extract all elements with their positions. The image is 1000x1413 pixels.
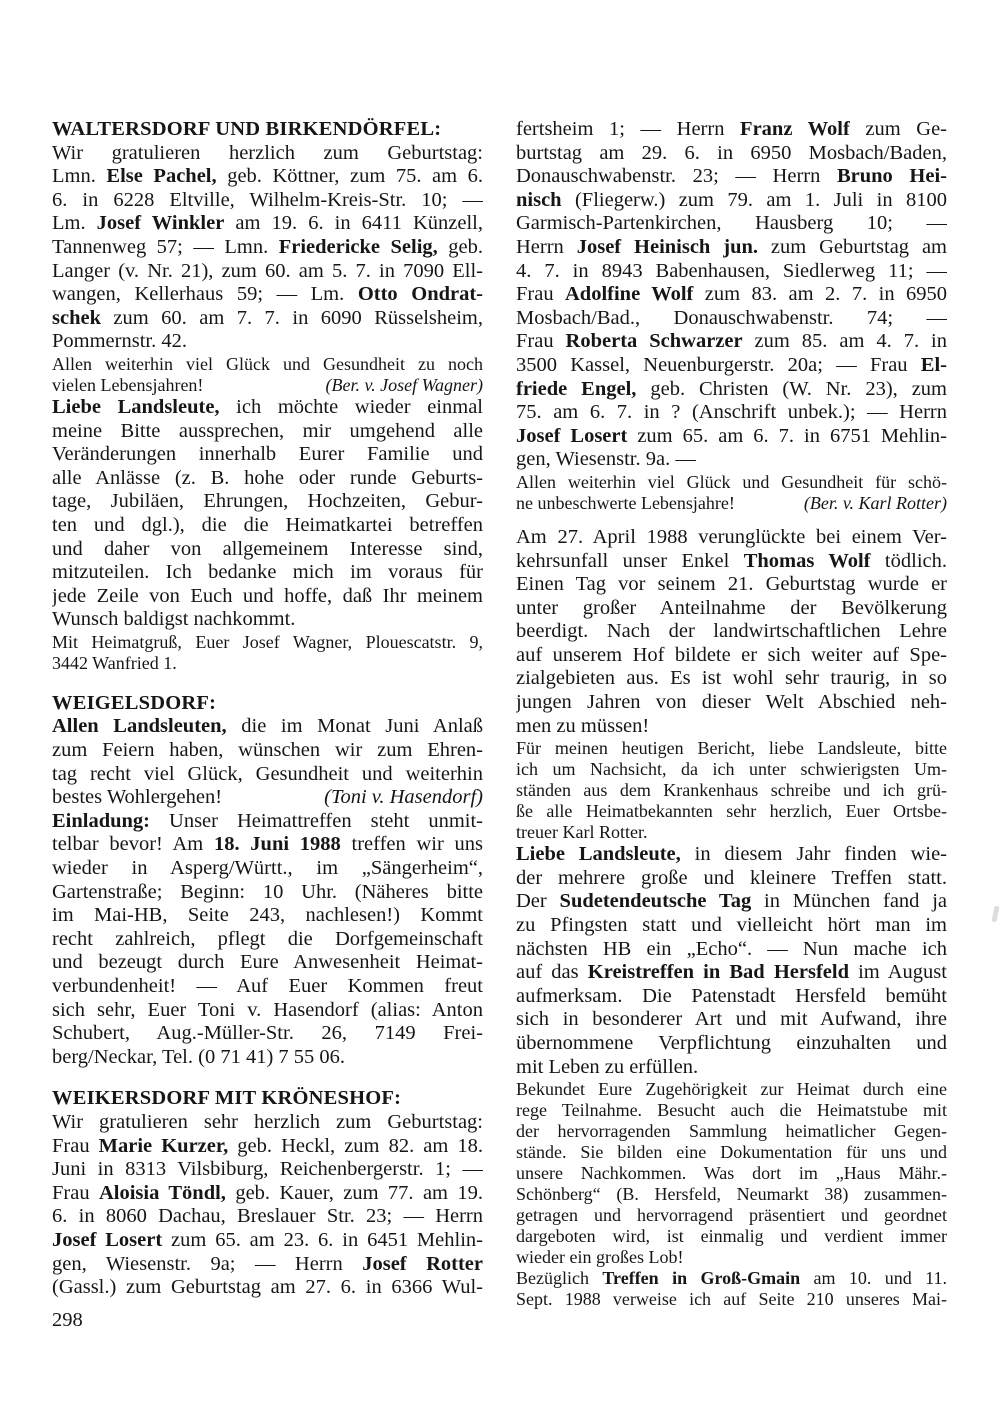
text-run: Wir gratulieren herzlich zum Geburtstag: xyxy=(52,141,483,164)
text-line xyxy=(52,585,483,609)
bold-text: Thomas Wolf xyxy=(743,549,871,572)
note-paragraph xyxy=(52,632,483,674)
paragraph xyxy=(52,715,483,809)
text-run: am 10. und 11. xyxy=(800,1268,947,1289)
text-run: mit Leben zu erfüllen. xyxy=(516,1055,699,1078)
section-heading xyxy=(52,118,483,142)
paragraph xyxy=(516,843,947,1079)
italic-text: (Ber. v. Josef Wagner) xyxy=(325,374,483,395)
page-number: 298 xyxy=(52,1309,83,1331)
text-line xyxy=(52,1158,483,1182)
text-line xyxy=(52,1182,483,1206)
italic-text: (Toni v. Hasendorf) xyxy=(324,786,483,809)
text-run: Für meinen heutigen Bericht, liebe Landsleute, bitte xyxy=(516,738,947,759)
text-line xyxy=(516,801,947,822)
text-line xyxy=(516,236,947,260)
bold-text: Adolfine Wolf xyxy=(565,283,694,306)
text-run: Allen weiterhin viel Glück und Gesundheit für schö- xyxy=(516,471,947,492)
text-line xyxy=(52,375,483,396)
text-line xyxy=(52,739,483,763)
text-line xyxy=(52,653,483,674)
text-run: Lm. xyxy=(52,212,97,235)
text-line xyxy=(52,1276,483,1300)
text-run: beerdigt. Nach der landwirtschaftlichen Lehre xyxy=(516,620,947,643)
text-line xyxy=(516,715,947,739)
text-run: und bezeugt durch Eure Anwesenheit Heimat- xyxy=(52,951,483,974)
text-run: zum Ge- xyxy=(849,118,947,140)
text-run: der mehrere große und kleinere Treffen statt. xyxy=(516,866,947,889)
note-paragraph xyxy=(516,1079,947,1268)
text-line xyxy=(52,142,483,166)
text-run: tage, Jubiläen, Ehrungen, Hochzeiten, Gebur- xyxy=(52,490,483,513)
text-run: treffen wir uns xyxy=(340,833,483,856)
text-line xyxy=(516,1184,947,1205)
text-run: tag recht viel Glück, Gesundheit und weiterhin xyxy=(52,762,483,785)
text-run: 6. in 6228 Eltville, Wilhelm-Kreis-Str. 10; — xyxy=(52,188,483,211)
text-line xyxy=(516,597,947,621)
text-run: Gartenstraße; Beginn: 10 Uhr. (Näheres bitte xyxy=(52,880,483,903)
text-run: aufmerksam. Die Patenstadt Hersfeld bemüht xyxy=(516,984,947,1007)
text-run: Bezüglich xyxy=(516,1268,603,1289)
text-run: gen, Wiesenstr. 9a. — xyxy=(516,448,696,471)
italic-text: (Ber. v. Karl Rotter) xyxy=(803,492,947,513)
text-run: Lmn. xyxy=(52,165,107,188)
bold-text: friede Engel, xyxy=(516,377,637,400)
text-run: tödlich. xyxy=(870,549,947,572)
text-line xyxy=(52,467,483,491)
section-heading xyxy=(52,692,483,716)
bold-text: Josef Losert xyxy=(516,424,628,447)
text-run: recht zahlreich, pflegt die Dorfgemeinschaft xyxy=(52,927,483,950)
text-line xyxy=(52,1111,483,1135)
text-run: zum 65. am 23. 6. in 6451 Mehlin- xyxy=(162,1228,483,1251)
text-run: (Fliegerw.) zum 79. am 1. Juli in 8100 xyxy=(561,188,947,211)
text-run: Langer (v. Nr. 21), zum 60. am 5. 7. in 7090 Ell- xyxy=(52,259,483,282)
text-run: Donauschwabenstr. 23; — Herrn xyxy=(516,165,837,188)
text-run: alle Anlässe (z. B. hohe oder runde Geburts- xyxy=(52,466,483,489)
text-run: 75. am 6. 7. in ? (Anschrift unbek.); — Herrn xyxy=(516,401,947,424)
note-paragraph xyxy=(52,354,483,396)
text-run: Allen weiterhin viel Glück und Gesundheit zu noch xyxy=(52,353,483,374)
text-run: Frau xyxy=(52,1181,99,1204)
text-run: Pommernstr. 42. xyxy=(52,330,187,353)
text-line xyxy=(52,692,483,716)
text-line xyxy=(52,1229,483,1253)
text-line xyxy=(516,1289,947,1310)
text-line xyxy=(52,632,483,653)
text-line xyxy=(52,1046,483,1070)
text-run: Mit Heimatgruß, Euer Josef Wagner, Plouescatstr. 9, xyxy=(52,631,483,652)
text-run: bestes Wohlergehen! xyxy=(52,786,223,809)
line-left-part xyxy=(52,375,203,396)
text-run: sich in besonderer Art und mit Aufwand, ihre xyxy=(516,1008,947,1031)
text-line xyxy=(516,822,947,843)
text-run: 3442 Wanfried 1. xyxy=(52,652,177,673)
text-run: ständen aus dem Krankenhaus schreibe und ich grü- xyxy=(516,780,947,801)
text-run: Wir gratulieren sehr herzlich zum Geburtstag: xyxy=(52,1110,483,1133)
text-line xyxy=(516,890,947,914)
text-run: 6. in 8060 Dachau, Breslauer Str. 23; — Herrn xyxy=(52,1205,483,1228)
text-run: und daher von allgemeinem Interesse sind, xyxy=(52,537,483,560)
text-line xyxy=(516,1226,947,1247)
text-line xyxy=(516,493,947,514)
text-run: treuer Karl Rotter. xyxy=(516,822,648,843)
text-columns xyxy=(52,118,947,1310)
text-line xyxy=(52,951,483,975)
text-run: Herrn xyxy=(516,235,577,258)
text-line xyxy=(516,867,947,891)
text-run: ich möchte wieder einmal xyxy=(219,395,483,418)
text-line xyxy=(52,538,483,562)
text-run: Wunsch baldigst nachkommt. xyxy=(52,608,296,631)
note-paragraph xyxy=(516,472,947,514)
text-run: geb. xyxy=(437,235,483,258)
text-line xyxy=(52,443,483,467)
text-line xyxy=(516,142,947,166)
text-run: 4. 7. in 8943 Babenhausen, Siedlerweg 11; — xyxy=(516,259,947,282)
text-run: zum 60. am 7. 7. in 6090 Rüsselsheim, xyxy=(100,306,483,329)
paragraph xyxy=(52,810,483,1070)
paragraph xyxy=(52,142,483,354)
text-line xyxy=(52,975,483,999)
text-run: unsere Nachkommen. Was dort im „Haus Mähr.- xyxy=(516,1163,947,1184)
text-run: ne unbeschwerte Lebensjahre! xyxy=(516,492,735,513)
text-line xyxy=(516,118,947,142)
bold-text: Otto Ondrat- xyxy=(357,283,483,306)
text-line xyxy=(516,212,947,236)
attribution xyxy=(324,786,483,810)
text-line xyxy=(516,759,947,780)
text-line xyxy=(516,189,947,213)
text-run: sich sehr, Euer Toni v. Hasendorf (alias: Anton xyxy=(52,998,483,1021)
line-left-part xyxy=(52,786,222,810)
text-run: Einen Tag vor seinem 21. Geburtstag wurde er xyxy=(516,573,947,596)
text-line xyxy=(52,608,483,632)
text-run: zum 83. am 2. 7. in 6950 xyxy=(693,283,947,306)
text-run: übernommene Verpflichtung einzuhalten und xyxy=(516,1032,947,1054)
bold-text: 18. Juni 1988 xyxy=(213,833,341,856)
text-run: zum Feiern haben, wünschen wir zum Ehren- xyxy=(52,739,483,762)
text-run: Der xyxy=(516,890,560,913)
scan-artifact xyxy=(991,906,999,923)
text-line xyxy=(52,786,483,810)
text-run: getragen und hervorragend präsentiert und geordnet xyxy=(516,1205,947,1226)
section-heading xyxy=(52,1087,483,1111)
text-line xyxy=(52,236,483,260)
text-line xyxy=(516,738,947,759)
text-line xyxy=(516,378,947,402)
text-line xyxy=(516,667,947,691)
text-line xyxy=(516,985,947,1009)
text-line xyxy=(516,283,947,307)
paragraph xyxy=(52,396,483,632)
note-paragraph xyxy=(516,738,947,843)
text-run: wieder ein großes Lob! xyxy=(516,1247,684,1268)
text-line xyxy=(52,881,483,905)
text-run: stände. Sie bilden eine Dokumentation für uns und xyxy=(516,1142,947,1163)
text-line xyxy=(52,1205,483,1229)
text-line xyxy=(52,420,483,444)
text-run: rege Teilnahme. Besucht auch die Heimatstube mit xyxy=(516,1100,947,1121)
bold-text: El- xyxy=(920,353,947,376)
text-run: geb. Kauer, zum 77. am 19. xyxy=(225,1181,483,1204)
bold-text: Josef Heinisch jun. xyxy=(576,235,758,258)
attribution xyxy=(804,493,947,514)
text-line xyxy=(516,1205,947,1226)
text-line xyxy=(516,330,947,354)
text-line xyxy=(52,1253,483,1277)
text-line xyxy=(52,833,483,857)
text-run: dargeboten wird, ist einmalig und verdient immer xyxy=(516,1226,947,1247)
attribution xyxy=(326,375,483,396)
bold-text: WEIKERSDORF MIT KRÖNESHOF: xyxy=(52,1087,402,1110)
text-run: Am 27. April 1988 verunglückte bei einem Ver- xyxy=(516,525,947,548)
text-run: berg/Neckar, Tel. (0 71 41) 7 55 06. xyxy=(52,1045,346,1068)
text-run: Sept. 1988 verweise ich auf Seite 210 unseres Mai- xyxy=(516,1289,947,1310)
text-line xyxy=(516,307,947,331)
bold-text: Marie Kurzer, xyxy=(98,1134,229,1157)
text-line xyxy=(516,780,947,801)
text-run: am 19. 6. in 6411 Künzell, xyxy=(224,212,483,235)
text-line xyxy=(516,914,947,938)
text-run: geb. Köttner, zum 75. am 6. xyxy=(216,165,483,188)
text-line xyxy=(516,550,947,574)
bold-text: Kreistreffen in Bad Hersfeld xyxy=(587,961,849,984)
bold-text: Josef Losert xyxy=(52,1228,163,1251)
bold-text: Bruno Hei- xyxy=(836,165,947,188)
column-left xyxy=(52,118,483,1310)
text-run: Bekundet Eure Zugehörigkeit zur Heimat durch eine xyxy=(516,1079,947,1100)
text-run: ich um Nachsicht, da ich unter schwierigsten Um- xyxy=(516,759,947,780)
text-line xyxy=(52,904,483,928)
bold-text: Roberta Schwarzer xyxy=(565,330,743,353)
text-run: im August xyxy=(848,961,947,984)
bold-text: WALTERSDORF UND BIRKENDÖRFEL: xyxy=(52,118,442,140)
text-line xyxy=(516,620,947,644)
bold-text: Franz Wolf xyxy=(740,118,850,140)
text-run: geb. Heckl, zum 82. am 18. xyxy=(228,1134,483,1157)
text-run: burtstag am 29. 6. in 6950 Mosbach/Baden, xyxy=(516,141,947,164)
text-run: nächsten HB ein „Echo“. — Nun mache ich xyxy=(516,937,947,960)
text-run: die im Monat Juni Anlaß xyxy=(226,715,483,738)
text-line xyxy=(516,260,947,284)
text-run: Tannenweg 57; — Lmn. xyxy=(52,235,279,258)
text-line xyxy=(52,1087,483,1111)
text-run: in diesem Jahr finden wie- xyxy=(680,843,947,866)
text-run: kehrsunfall unser Enkel xyxy=(516,549,744,572)
text-run: zum Geburtstag am xyxy=(758,235,947,258)
paragraph xyxy=(52,1111,483,1300)
text-run: unter großer Anteilnahme der Bevölkerung xyxy=(516,596,947,619)
text-run: jungen Jahren von dieser Welt Abschied neh- xyxy=(516,691,947,714)
text-run: auf das xyxy=(516,961,588,984)
text-line xyxy=(516,1247,947,1268)
text-line xyxy=(516,354,947,378)
text-line xyxy=(52,490,483,514)
text-line xyxy=(516,448,947,472)
text-line xyxy=(52,118,483,142)
text-line xyxy=(52,928,483,952)
text-line xyxy=(52,514,483,538)
bold-text: Allen Landsleuten, xyxy=(52,715,227,738)
text-line xyxy=(516,573,947,597)
bold-text: schek xyxy=(52,306,101,329)
text-line xyxy=(52,1022,483,1046)
text-line xyxy=(52,307,483,331)
text-run: ten und dgl.), die die Heimatkartei betreffen xyxy=(52,513,483,536)
bold-text: Liebe Landsleute, xyxy=(516,843,681,866)
text-line xyxy=(52,189,483,213)
text-run: der hervorragenden Sammlung heimatlicher Gegen- xyxy=(516,1121,947,1142)
text-run: gen, Wiesenstr. 9a; — Herrn xyxy=(52,1252,363,1275)
text-line xyxy=(52,330,483,354)
paragraph xyxy=(516,118,947,472)
text-run: fertsheim 1; — Herrn xyxy=(516,118,741,140)
text-run: Unser Heimattreffen steht unmit- xyxy=(150,809,483,832)
text-line xyxy=(52,260,483,284)
text-line xyxy=(516,1079,947,1100)
text-run: Garmisch-Partenkirchen, Hausberg 10; — xyxy=(516,212,947,235)
text-run: Juni in 8313 Vilsbiburg, Reichenbergerstr. 1; — xyxy=(52,1158,483,1181)
text-line xyxy=(52,1135,483,1159)
text-run: Veränderungen innerhalb Eurer Familie und xyxy=(52,443,483,466)
text-run: im Mai-HB, Seite 243, nachlesen!) Kommt xyxy=(52,904,483,927)
text-line xyxy=(52,999,483,1023)
text-line xyxy=(516,526,947,550)
text-run: zialgebieten aus. Es ist wohl sehr traurig, in so xyxy=(516,667,947,690)
text-run: zum 65. am 6. 7. in 6751 Mehlin- xyxy=(627,424,947,447)
bold-text: WEIGELSDORF: xyxy=(52,691,217,714)
bold-text: Sudetendeutsche Tag xyxy=(559,890,752,913)
text-run: wieder in Asperg/Württ., im „Sängerheim“, xyxy=(52,857,483,880)
text-run: meine Bitte aussprechen, mir umgehend alle xyxy=(52,419,483,442)
text-line xyxy=(52,165,483,189)
text-run: Frau xyxy=(516,330,566,353)
text-run: men zu müssen! xyxy=(516,714,650,737)
text-line xyxy=(516,425,947,449)
text-run: vielen Lebensjahren! xyxy=(52,374,204,395)
text-line xyxy=(516,1268,947,1289)
text-line xyxy=(52,857,483,881)
text-run: (Gassl.) zum Geburtstag am 27. 6. in 6366 Wul- xyxy=(52,1276,483,1299)
column-right xyxy=(516,118,947,1310)
text-run: Frau xyxy=(516,283,565,306)
text-run: wangen, Kellerhaus 59; — Lm. xyxy=(52,283,358,306)
text-line xyxy=(52,763,483,787)
text-run: Mosbach/Bad., Donauschwabenstr. 74; — xyxy=(516,306,947,329)
note-paragraph xyxy=(516,1268,947,1310)
text-line xyxy=(52,561,483,585)
text-line xyxy=(516,1100,947,1121)
text-run: auf unserem Hof bildete er sich weiter auf Spe- xyxy=(516,643,947,666)
text-line xyxy=(516,843,947,867)
bold-text: Else Pachel, xyxy=(106,165,217,188)
text-run: Schönberg“ (B. Hersfeld, Neumarkt 38) zusammen- xyxy=(516,1184,947,1205)
text-line xyxy=(516,472,947,493)
text-run: jede Zeile von Euch und hoffe, daß Ihr meinem xyxy=(52,584,483,607)
paragraph xyxy=(516,526,947,738)
text-line xyxy=(516,165,947,189)
text-line xyxy=(52,715,483,739)
bold-text: nisch xyxy=(516,188,562,211)
text-run: Schubert, Aug.-Müller-Str. 26, 7149 Frei- xyxy=(52,1022,483,1045)
text-line xyxy=(516,691,947,715)
text-run: 3500 Kassel, Neuenburgerstr. 20a; — Frau xyxy=(516,353,921,376)
text-line xyxy=(52,396,483,420)
text-line xyxy=(516,1032,947,1056)
text-line xyxy=(516,1008,947,1032)
bold-text: Aloisia Töndl, xyxy=(98,1181,226,1204)
text-line xyxy=(516,1142,947,1163)
text-line xyxy=(52,212,483,236)
text-line xyxy=(52,810,483,834)
text-line xyxy=(516,1163,947,1184)
text-line xyxy=(52,354,483,375)
text-line xyxy=(516,401,947,425)
text-line xyxy=(52,283,483,307)
text-run: verbundenheit! — Auf Euer Kommen freut xyxy=(52,975,483,997)
text-run: Frau xyxy=(52,1134,99,1157)
text-line xyxy=(516,644,947,668)
line-left-part xyxy=(516,493,735,514)
bold-text: Josef Winkler xyxy=(96,212,225,235)
bold-text: Friedericke Selig, xyxy=(278,235,438,258)
text-line xyxy=(516,1121,947,1142)
bold-text: Treffen in Groß-Gmain xyxy=(602,1268,801,1289)
text-line xyxy=(516,938,947,962)
text-run: zum 85. am 4. 7. in xyxy=(742,330,947,353)
bold-text: Josef Rotter xyxy=(362,1252,483,1275)
text-run: geb. Christen (W. Nr. 23), zum xyxy=(636,377,947,400)
bold-text: Liebe Landsleute, xyxy=(52,395,220,418)
text-line xyxy=(516,1056,947,1080)
text-run: telbar bevor! Am xyxy=(52,833,214,856)
text-run: zu Pfingsten statt und vielleicht hört man im xyxy=(516,914,947,937)
text-line xyxy=(516,961,947,985)
text-run: in München fand ja xyxy=(751,890,947,913)
text-run: ße alle Heimatbekannten sehr herzlich, Euer Ortsbe- xyxy=(516,801,947,822)
bold-text: Einladung: xyxy=(52,809,150,832)
text-run: mitzuteilen. Ich bedanke mich im voraus für xyxy=(52,561,483,584)
